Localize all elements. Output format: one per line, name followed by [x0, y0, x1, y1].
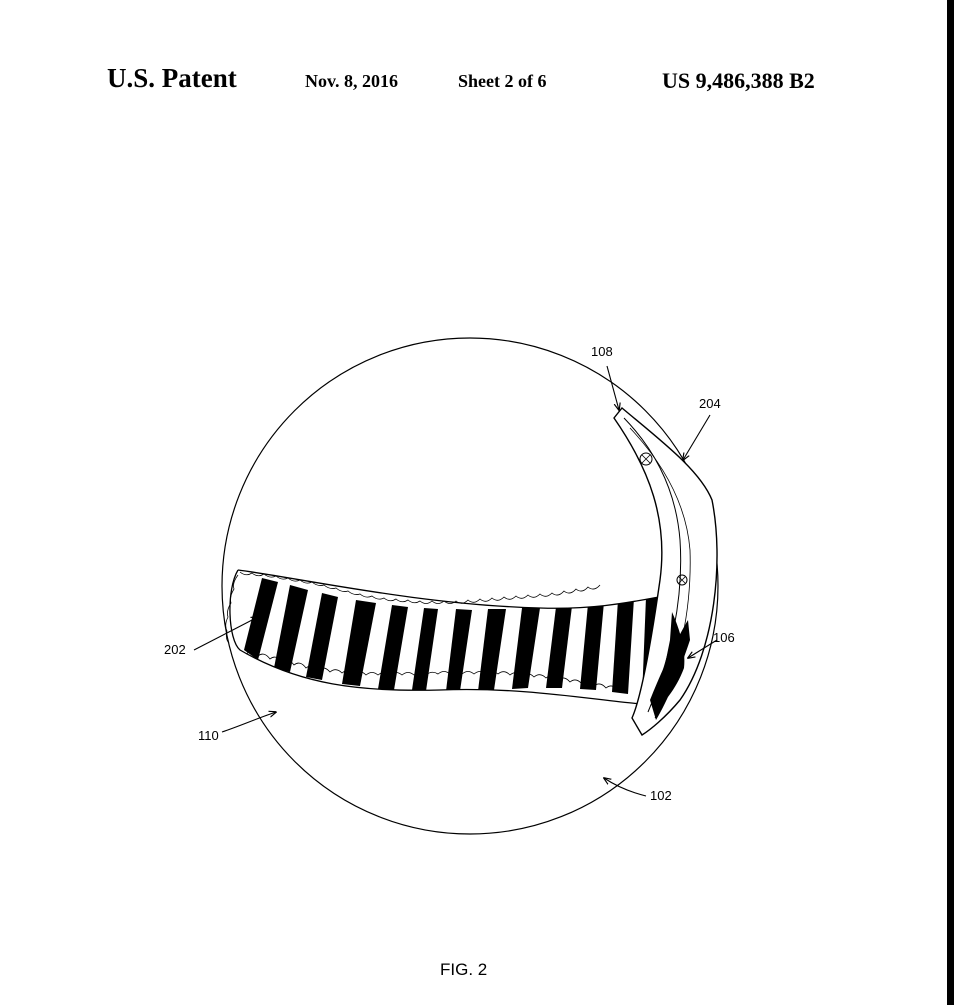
ref-numeral-108: 108 — [591, 344, 613, 359]
page-right-border — [947, 0, 954, 1005]
sheet-number: Sheet 2 of 6 — [458, 71, 547, 91]
figure-caption: FIG. 2 — [440, 960, 488, 979]
ref-numeral-202: 202 — [164, 642, 186, 657]
ref-numeral-110: 110 — [198, 728, 219, 743]
patent-number: US 9,486,388 B2 — [662, 68, 815, 93]
ref-numeral-204: 204 — [699, 396, 721, 411]
patent-date: Nov. 8, 2016 — [305, 71, 399, 91]
ref-numeral-102: 102 — [650, 788, 672, 803]
patent-label: U.S. Patent — [107, 63, 237, 93]
ref-numeral-106: 106 — [713, 630, 735, 645]
